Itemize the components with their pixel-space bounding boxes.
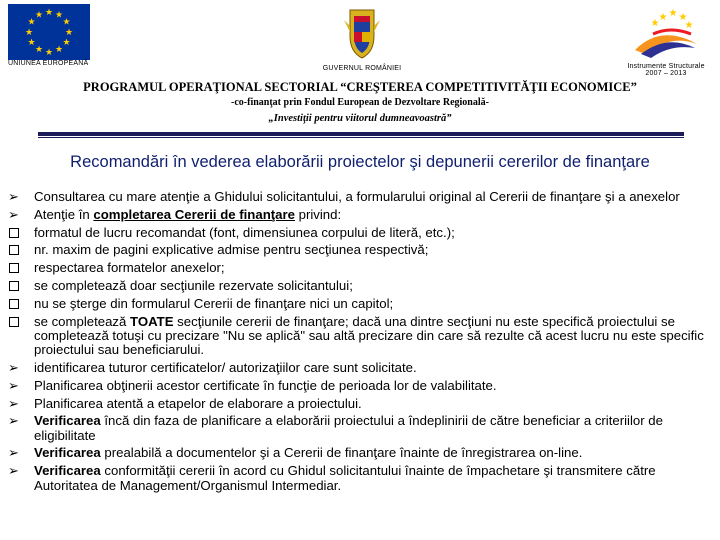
- structural-instruments-caption-1: Instrumente Structurale: [627, 63, 705, 70]
- arrow-bullet-icon: ➢: [8, 463, 19, 479]
- list-item: respectarea formatelor anexelor;: [8, 261, 714, 275]
- square-bullet-icon: [9, 317, 19, 327]
- arrow-bullet-icon: ➢: [8, 206, 19, 222]
- divider-thick: [38, 132, 684, 136]
- square-bullet-icon: [9, 281, 19, 291]
- square-bullet-icon: [9, 245, 19, 255]
- eu-caption: UNIUNEA EUROPEANĂ: [8, 60, 89, 67]
- list-item: nr. maxim de pagini explicative admise pentru secţiunea respectivă;: [8, 243, 714, 257]
- list-item: ➢ identificarea tuturor certificatelor/ autorizaţiilor care sunt solicitate.: [8, 359, 417, 375]
- square-bullet-icon: [9, 228, 19, 238]
- svg-text:★: ★: [24, 28, 34, 38]
- svg-text:★: ★: [650, 18, 660, 29]
- arrow-bullet-icon: ➢: [8, 189, 19, 204]
- arrow-bullet-icon: ➢: [8, 359, 19, 375]
- list-item: ➢ Verificarea conformităţii cererii în acord cu Ghidul solicitantului înainte de împachetare şi transmitere către Autoritatea de Management/Organismul Intermediar.: [8, 463, 656, 493]
- eu-logo: [8, 4, 92, 67]
- government-caption: GUVERNUL ROMÂNIEI: [322, 65, 402, 72]
- arrow-bullet-icon: ➢: [8, 413, 19, 429]
- program-heading: PROGRAMUL OPERAŢIONAL SECTORIAL “CREŞTEREA COMPETITIVITĂŢII ECONOMICE”: [83, 80, 637, 94]
- svg-text:★: ★: [62, 38, 71, 48]
- page-title: Recomandări în vederea elaborării proiectelor şi depunerii cererilor de finanţare: [70, 153, 650, 171]
- square-bullet-icon: [9, 299, 19, 309]
- svg-text:★: ★: [678, 12, 688, 23]
- svg-text:★: ★: [54, 45, 64, 55]
- romanian-coat-of-arms-icon: [342, 6, 382, 60]
- svg-text:★: ★: [668, 8, 678, 19]
- svg-text:★: ★: [34, 10, 44, 21]
- divider-thin: [38, 137, 684, 138]
- arrow-bullet-icon: ➢: [8, 445, 19, 461]
- list-item: ➢ Planificarea obţinerii acestor certificate în funcţie de perioada lor de valabilitate.: [8, 377, 497, 393]
- structural-instruments-caption-2: 2007 – 2013: [645, 70, 687, 77]
- list-item: ➢ Consultarea cu mare atenţie a Ghidului solicitantului, a formularului original al Cererii de finanţare şi a anexelor: [8, 189, 680, 204]
- structural-instruments-logo: [618, 4, 714, 77]
- recommendations-list: [8, 190, 714, 496]
- government-logo: [312, 6, 412, 72]
- list-item: ➢ Verificarea încă din faza de planificare a elaborării proiectului a îndeplinirii de către beneficiar a criteriilor de eligibilitate: [8, 413, 663, 443]
- list-item: ➢ Planificarea atentă a etapelor de elaborare a proiectului.: [8, 395, 362, 411]
- cofinanced-subheading: -co-finanţat prin Fondul European de Dezvoltare Regională-: [231, 97, 489, 108]
- svg-text:★: ★: [62, 17, 71, 28]
- svg-text:★: ★: [54, 10, 64, 21]
- svg-text:★: ★: [684, 20, 694, 31]
- list-item: se completează doar secţiunile rezervate solicitantului;: [8, 279, 714, 293]
- svg-text:★: ★: [27, 38, 36, 48]
- underlined-emphasis: completarea Cererii de finanţare: [93, 206, 295, 222]
- arrow-bullet-icon: ➢: [8, 377, 19, 393]
- svg-text:★: ★: [44, 48, 54, 58]
- svg-text:★: ★: [27, 17, 36, 28]
- svg-text:★: ★: [658, 12, 668, 23]
- square-bullet-icon: [9, 263, 19, 273]
- list-item: ➢ Atenţie în completarea Cererii de finanţare privind:: [8, 206, 342, 222]
- svg-text:★: ★: [34, 45, 44, 55]
- list-item: ➢ Verificarea prealabilă a documentelor şi a Cererii de finanţare înainte de înregistrarea on-line.: [8, 445, 583, 461]
- arrow-bullet-icon: ➢: [8, 395, 19, 411]
- structural-instruments-icon: [631, 4, 701, 58]
- list-item: formatul de lucru recomandat (font, dimensiunea corpului de literă, etc.);: [8, 226, 714, 240]
- list-item: se completează TOATE secţiunile cererii de finanţare; dacă una dintre secţiuni nu este specifică proiectului se completează totuşi cu precizare "Nu se aplică" sau altă precizare din care să rezulte că acest lucru nu este specific proiectului sau beneficiarului.: [8, 315, 714, 358]
- motto: „Investiţii pentru viitorul dumneavoastră”: [268, 113, 452, 124]
- svg-text:★: ★: [44, 8, 54, 18]
- eu-flag-icon: [8, 4, 90, 60]
- list-item: nu se şterge din formularul Cererii de finanţare nici un capitol;: [8, 297, 714, 311]
- svg-text:★: ★: [64, 28, 74, 38]
